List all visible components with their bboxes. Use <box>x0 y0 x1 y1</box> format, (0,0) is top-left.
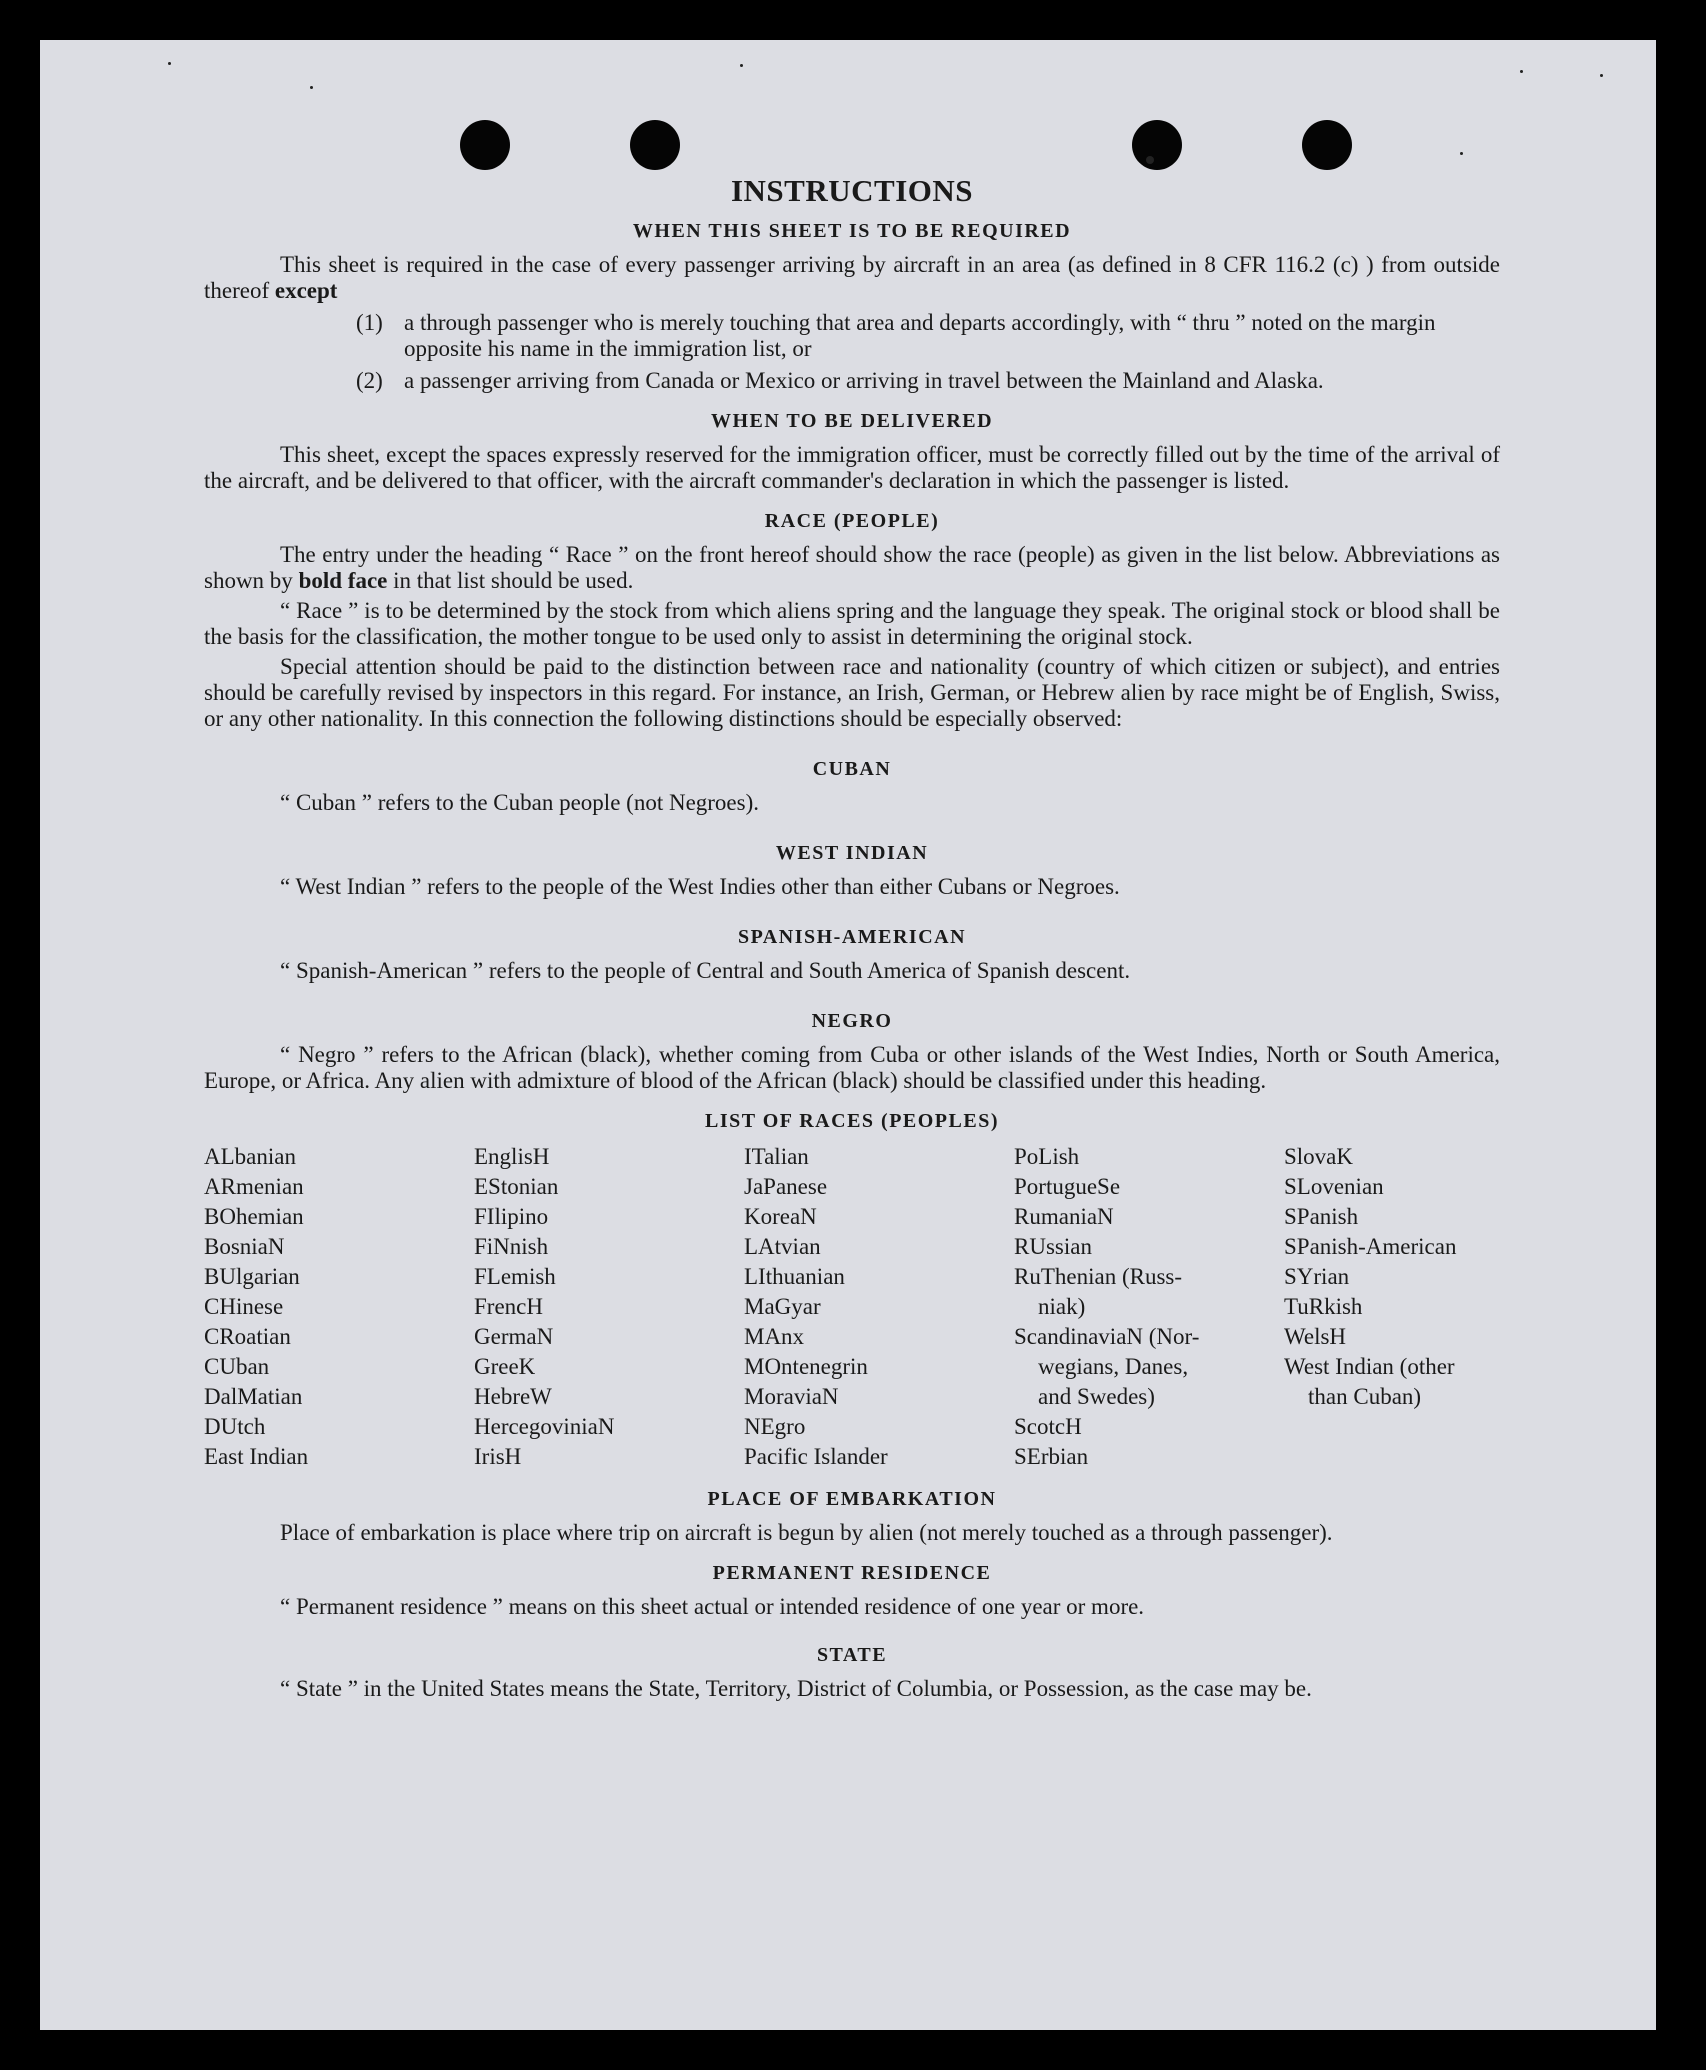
race-item: niak) <box>1038 1294 1086 1319</box>
section-heading: WEST INDIAN <box>775 842 929 864</box>
race-item: FrencH <box>474 1294 543 1319</box>
race-item: JaPanese <box>744 1174 828 1199</box>
race-item: and Swedes) <box>1038 1384 1155 1409</box>
race-item: SLovenian <box>1284 1174 1384 1199</box>
paragraph: “ Race ” is to be determined by the stock from which aliens spring and the language they speak. The original stock or blood shall be the basis for the classification, the mother tongue to be used only to assist in determining the original stock. <box>204 598 1500 649</box>
paragraph-text: in that list should be used. <box>393 568 634 593</box>
paragraph: “ Permanent residence ” means on this sheet actual or intended residence of one year or more. <box>280 1594 1145 1619</box>
list-number: (1) <box>356 310 383 335</box>
race-item: RuThenian (Russ- <box>1014 1264 1183 1289</box>
race-item: ScotcH <box>1014 1414 1082 1439</box>
paragraph: “ Negro ” refers to the African (black), whether coming from Cuba or other islands of the West Indies, North or South America, Europe, or Africa. Any alien with admixture of blood of the African (black) should be classified under this heading. <box>204 1042 1500 1093</box>
punch-hole <box>460 120 510 170</box>
race-item: PoLish <box>1014 1144 1080 1169</box>
list-text: a passenger arriving from Canada or Mexico or arriving in travel between the Mainland and Alaska. <box>404 368 1324 393</box>
race-item: FIlipino <box>474 1204 549 1229</box>
race-item: Pacific Islander <box>744 1444 888 1469</box>
instructions-content <box>204 170 1500 1706</box>
race-item: LIthuanian <box>744 1264 845 1289</box>
race-item: East Indian <box>204 1444 309 1469</box>
paragraph: This sheet, except the spaces expressly reserved for the immigration officer, must be correctly filled out by the time of the arrival of the aircraft, and be delivered to that officer, with the aircraft commander's declaration in which the passenger is listed. <box>204 442 1500 493</box>
speck <box>1460 152 1463 155</box>
section-heading: WHEN TO BE DELIVERED <box>710 410 994 432</box>
race-item: MAnx <box>744 1324 805 1349</box>
punch-hole <box>1302 120 1352 170</box>
race-item: BosniaN <box>204 1234 285 1259</box>
race-column <box>1284 1142 1554 1472</box>
section-heading: CUBAN <box>812 758 892 780</box>
race-item: FLemish <box>474 1264 556 1289</box>
race-item: West Indian (other <box>1284 1354 1455 1379</box>
race-item: HercegoviniaN <box>474 1414 615 1439</box>
race-column <box>204 1142 474 1472</box>
race-list <box>204 1142 1500 1472</box>
race-item: ARmenian <box>204 1174 304 1199</box>
race-item: RUssian <box>1014 1234 1092 1259</box>
paragraph-text: The entry under the heading “ Race ” on the front hereof should show the race (people) as given in the list below. Abbreviations as shown by <box>204 542 1500 593</box>
emphasis: bold face <box>298 568 388 593</box>
list-number: (2) <box>356 368 383 393</box>
race-item: IrisH <box>474 1444 522 1469</box>
race-item: SPanish <box>1284 1204 1359 1229</box>
page-title: INSTRUCTIONS <box>730 173 973 208</box>
list-item <box>356 368 1500 394</box>
race-column <box>1014 1142 1284 1472</box>
section-heading: PERMANENT RESIDENCE <box>712 1562 992 1584</box>
speck <box>310 86 313 89</box>
race-column <box>744 1142 1014 1472</box>
section-heading: PLACE OF EMBARKATION <box>707 1488 997 1510</box>
race-item: KoreaN <box>744 1204 817 1229</box>
race-item: than Cuban) <box>1308 1384 1422 1409</box>
race-item: wegians, Danes, <box>1038 1354 1189 1379</box>
race-item: EStonian <box>474 1174 559 1199</box>
race-item: DalMatian <box>204 1384 303 1409</box>
race-item: MaGyar <box>744 1294 821 1319</box>
race-item: RumaniaN <box>1014 1204 1114 1229</box>
speck <box>1520 70 1523 73</box>
punch-hole <box>1132 120 1182 170</box>
section-heading: SPANISH-AMERICAN <box>737 926 967 948</box>
race-column <box>474 1142 744 1472</box>
paragraph <box>204 252 1500 304</box>
race-item: HebreW <box>474 1384 552 1409</box>
speck <box>168 62 171 65</box>
emphasis: except <box>274 278 338 303</box>
speck <box>1146 156 1154 164</box>
race-item: MOntenegrin <box>744 1354 868 1379</box>
section-heading: RACE (PEOPLE) <box>764 510 940 532</box>
punch-hole <box>630 120 680 170</box>
race-item: WelsH <box>1284 1324 1347 1349</box>
race-item: NEgro <box>744 1414 806 1439</box>
race-item: CHinese <box>204 1294 284 1319</box>
paragraph: “ West Indian ” refers to the people of the West Indies other than either Cubans or Negroes. <box>280 874 1120 899</box>
race-item: CUban <box>204 1354 270 1379</box>
race-item: ALbanian <box>204 1144 296 1169</box>
race-item: CRoatian <box>204 1324 291 1349</box>
paragraph: “ Spanish-American ” refers to the people of Central and South America of Spanish descent. <box>280 958 1131 983</box>
paragraph-text: This sheet is required in the case of every passenger arriving by aircraft in an area (as defined in 8 CFR 116.2 (c) ) from outside thereof <box>204 252 1500 303</box>
race-item: LAtvian <box>744 1234 821 1259</box>
race-item: ScandinaviaN (Nor- <box>1014 1324 1200 1349</box>
race-item: SErbian <box>1014 1444 1089 1469</box>
section-heading: LIST OF RACES (PEOPLES) <box>704 1110 999 1132</box>
section-heading: NEGRO <box>811 1010 893 1032</box>
paragraph: “ Cuban ” refers to the Cuban people (not Negroes). <box>280 790 760 815</box>
race-item: ITalian <box>744 1144 809 1169</box>
paragraph: Place of embarkation is place where trip on aircraft is begun by alien (not merely touched as a through passenger). <box>280 1520 1333 1545</box>
race-item: TuRkish <box>1284 1294 1363 1319</box>
race-item: PortugueSe <box>1014 1174 1121 1199</box>
race-item: SPanish-American <box>1284 1234 1457 1259</box>
race-item: SlovaK <box>1284 1144 1353 1169</box>
race-item: BUlgarian <box>204 1264 300 1289</box>
race-item: EnglisH <box>474 1144 550 1169</box>
section-heading: STATE <box>816 1644 888 1666</box>
race-item: MoraviaN <box>744 1384 839 1409</box>
paragraph: “ State ” in the United States means the State, Territory, District of Columbia, or Possession, as the case may be. <box>280 1676 1312 1701</box>
race-item: GreeK <box>474 1354 536 1379</box>
section-heading: WHEN THIS SHEET IS TO BE REQUIRED <box>632 220 1072 242</box>
race-item: SYrian <box>1284 1264 1350 1289</box>
list-item <box>356 310 1500 362</box>
paragraph: Special attention should be paid to the distinction between race and nationality (country of which citizen or subject), and entries should be carefully revised by inspectors in this regard. For instance, an Irish, German, or Hebrew alien by race might be of English, Swiss, or any other nationality. In this connection the following distinctions should be especially observed: <box>204 654 1500 731</box>
speck <box>740 64 743 67</box>
paragraph <box>204 542 1500 594</box>
speck <box>1600 74 1603 77</box>
list-text: a through passenger who is merely touching that area and departs accordingly, with “ thru ” noted on the margin opposite his name in the immigration list, or <box>404 310 1436 361</box>
race-item: BOhemian <box>204 1204 304 1229</box>
race-item: FiNnish <box>474 1234 549 1259</box>
race-item: DUtch <box>204 1414 266 1439</box>
race-item: GermaN <box>474 1324 554 1349</box>
